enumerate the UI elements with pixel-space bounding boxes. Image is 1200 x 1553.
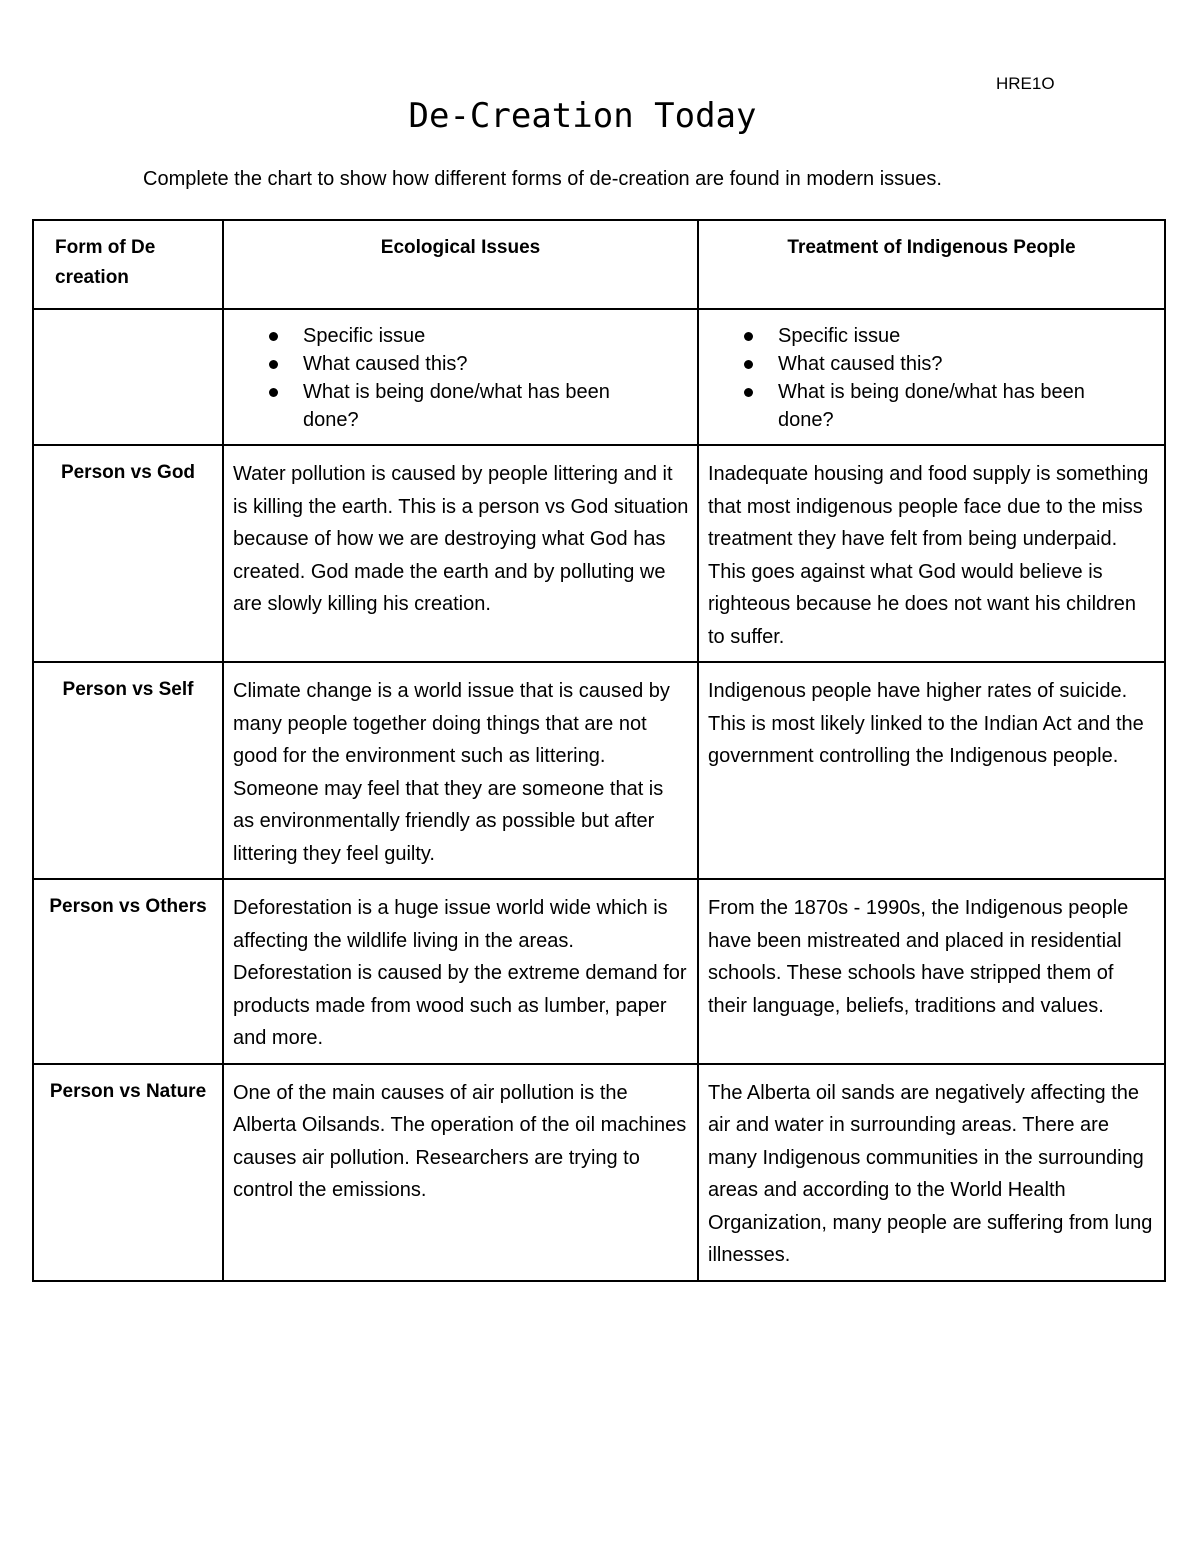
list-item: [224, 350, 697, 378]
list-item-text: What caused this?: [778, 353, 943, 375]
course-code: HRE1O: [996, 74, 1055, 93]
guide-empty-cell: [33, 309, 223, 445]
column-header-indigenous: Treatment of Indigenous People: [698, 220, 1165, 309]
row-label-person-vs-god: Person vs God: [33, 445, 223, 662]
instructions: Complete the chart to show how different forms of de-creation are found in modern issues.: [143, 168, 942, 190]
list-item-text: Specific issue: [778, 325, 901, 347]
de-creation-chart: [32, 219, 1166, 1282]
row-label-person-vs-self: Person vs Self: [33, 662, 223, 879]
bullet-icon: [269, 332, 278, 341]
ecological-cell: Climate change is a world issue that is caused by many people together doing things that are not good for the environment such as littering. Someone may feel that they are someone that is as environmentally friendly as possible but after littering they feel guilty.: [223, 662, 698, 879]
list-item: [224, 322, 697, 350]
bullet-icon: [744, 360, 753, 369]
indigenous-cell: Inadequate housing and food supply is something that most indigenous people face due to the miss treatment they have felt from being underpaid. This goes against what God would believe is righteous because he does not want his children to suffer.: [698, 445, 1165, 662]
bullet-icon: [269, 388, 278, 397]
ecological-cell: Deforestation is a huge issue world wide which is affecting the wildlife living in the areas. Deforestation is caused by the extreme demand for products made from wood such as lumber, paper and more.: [223, 879, 698, 1064]
list-item: [699, 378, 1164, 434]
table-row: [33, 1064, 1165, 1281]
ecological-cell: One of the main causes of air pollution is the Alberta Oilsands. The operation of the oil machines causes air pollution. Researchers are trying to control the emissions.: [223, 1064, 698, 1281]
row-label-person-vs-others: Person vs Others: [33, 879, 223, 1064]
row-label-person-vs-nature: Person vs Nature: [33, 1064, 223, 1281]
guide-list-indigenous: [699, 310, 1164, 434]
guide-cell-ecological: [223, 309, 698, 445]
column-header-ecological: Ecological Issues: [223, 220, 698, 309]
bullet-icon: [744, 332, 753, 341]
page-title: De-Creation Today: [408, 96, 757, 136]
column-header-form: Form of De creation: [33, 220, 223, 309]
indigenous-cell: The Alberta oil sands are negatively affecting the air and water in surrounding areas. There are many Indigenous communities in the surrounding areas and according to the World Health Organization, many people are suffering from lung illnesses.: [698, 1064, 1165, 1281]
table-row: [33, 879, 1165, 1064]
guide-row: [33, 309, 1165, 445]
list-item: [224, 378, 697, 434]
list-item-text: Specific issue: [303, 325, 426, 347]
bullet-icon: [269, 360, 278, 369]
list-item: [699, 350, 1164, 378]
list-item-text: What caused this?: [303, 353, 468, 375]
guide-list-ecological: [224, 310, 697, 434]
bullet-icon: [744, 388, 753, 397]
table-row: [33, 662, 1165, 879]
indigenous-cell: From the 1870s - 1990s, the Indigenous people have been mistreated and placed in residential schools. These schools have stripped them of their language, beliefs, traditions and values.: [698, 879, 1165, 1064]
ecological-cell: Water pollution is caused by people littering and it is killing the earth. This is a person vs God situation because of how we are destroying what God has created. God made the earth and by polluting we are slowly killing his creation.: [223, 445, 698, 662]
header-row: [33, 220, 1165, 309]
guide-cell-indigenous: [698, 309, 1165, 445]
list-item-text: What is being done/what has been done?: [303, 381, 610, 431]
list-item: [699, 322, 1164, 350]
indigenous-cell: Indigenous people have higher rates of suicide. This is most likely linked to the Indian Act and the government controlling the Indigenous people.: [698, 662, 1165, 879]
list-item-text: What is being done/what has been done?: [778, 381, 1085, 431]
table-row: [33, 445, 1165, 662]
